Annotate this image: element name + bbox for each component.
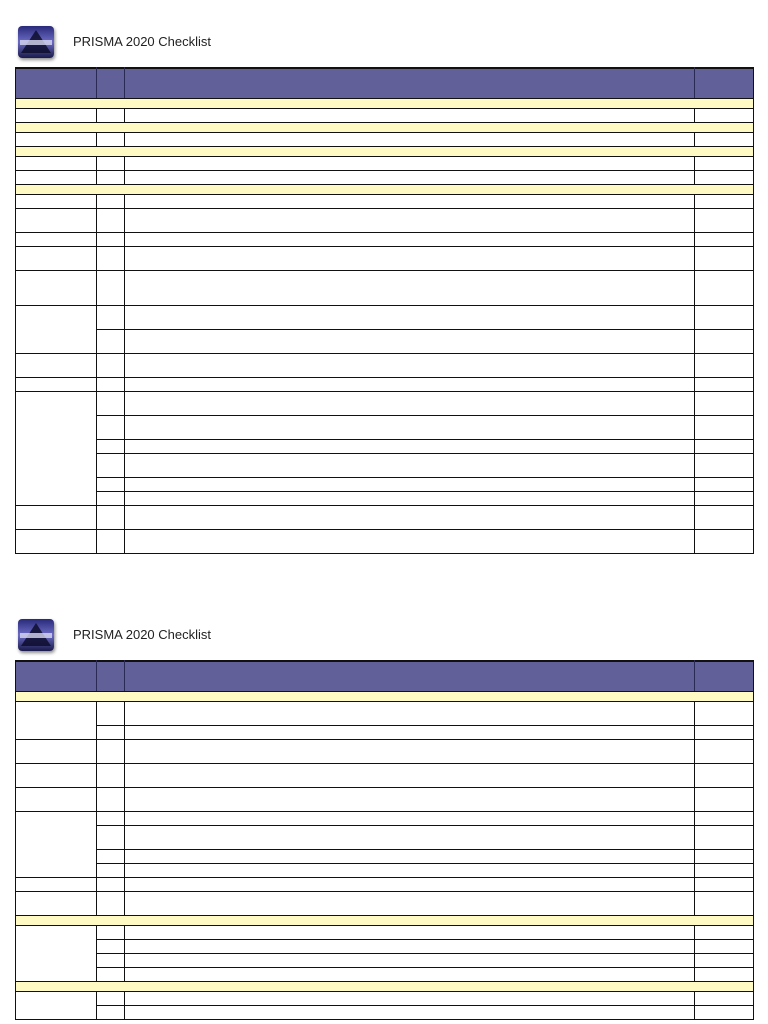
column-rule <box>96 232 97 246</box>
column-rule <box>124 739 125 763</box>
column-rule <box>124 763 125 787</box>
column-rule <box>694 739 695 763</box>
document-title: PRISMA 2020 Checklist <box>73 627 212 642</box>
column-rule <box>124 232 125 246</box>
column-rule <box>96 701 97 725</box>
column-rule <box>96 246 97 270</box>
column-rule <box>124 877 125 891</box>
column-rule <box>124 391 125 415</box>
column-rule <box>694 232 695 246</box>
header-column-rule <box>124 67 125 98</box>
column-rule <box>96 453 97 477</box>
header-column-rule <box>96 660 97 691</box>
column-rule <box>694 246 695 270</box>
column-rule <box>124 453 125 477</box>
column-rule <box>694 1005 695 1019</box>
column-rule <box>96 391 97 415</box>
column-rule <box>124 505 125 529</box>
column-rule <box>694 377 695 391</box>
column-rule <box>694 477 695 491</box>
column-rule <box>96 270 97 305</box>
column-rule <box>124 156 125 170</box>
column-rule <box>96 825 97 849</box>
column-rule <box>694 849 695 863</box>
column-rule <box>96 529 97 553</box>
column-rule <box>694 505 695 529</box>
column-rule <box>96 739 97 763</box>
header-column-rule <box>96 67 97 98</box>
header-column-rule <box>694 660 695 691</box>
document-title: PRISMA 2020 Checklist <box>73 34 212 49</box>
column-rule <box>124 953 125 967</box>
column-rule <box>694 825 695 849</box>
column-rule <box>124 108 125 122</box>
column-rule <box>124 701 125 725</box>
column-rule <box>96 353 97 377</box>
column-rule <box>124 477 125 491</box>
column-rule <box>694 967 695 981</box>
column-rule <box>96 763 97 787</box>
column-rule <box>96 329 97 353</box>
column-rule <box>694 194 695 208</box>
column-rule <box>124 439 125 453</box>
column-rule <box>124 825 125 849</box>
column-rule <box>124 925 125 939</box>
column-rule <box>96 991 97 1005</box>
column-rule <box>96 849 97 863</box>
column-rule <box>124 849 125 863</box>
column-rule <box>124 939 125 953</box>
table-frame <box>15 67 754 553</box>
table-frame <box>15 660 754 1019</box>
column-rule <box>694 132 695 146</box>
column-rule <box>96 377 97 391</box>
column-rule <box>694 415 695 439</box>
column-rule <box>96 156 97 170</box>
column-rule <box>96 108 97 122</box>
column-rule <box>124 377 125 391</box>
column-rule <box>694 156 695 170</box>
column-rule <box>124 529 125 553</box>
column-rule <box>124 863 125 877</box>
column-rule <box>694 529 695 553</box>
column-rule <box>694 811 695 825</box>
column-rule <box>694 305 695 329</box>
column-rule <box>694 863 695 877</box>
row-rule <box>15 553 754 554</box>
column-rule <box>694 270 695 305</box>
column-rule <box>124 246 125 270</box>
column-rule <box>694 329 695 353</box>
column-rule <box>96 939 97 953</box>
column-rule <box>124 787 125 811</box>
column-rule <box>694 891 695 915</box>
column-rule <box>96 505 97 529</box>
column-rule <box>124 353 125 377</box>
column-rule <box>96 439 97 453</box>
column-rule <box>124 194 125 208</box>
column-rule <box>124 305 125 329</box>
column-rule <box>124 891 125 915</box>
column-rule <box>96 194 97 208</box>
column-rule <box>694 353 695 377</box>
column-rule <box>694 491 695 505</box>
column-rule <box>124 415 125 439</box>
prisma-logo-icon <box>18 619 54 651</box>
column-rule <box>694 953 695 967</box>
column-rule <box>694 763 695 787</box>
column-rule <box>124 329 125 353</box>
column-rule <box>96 1005 97 1019</box>
prisma-logo-icon <box>18 26 54 58</box>
column-rule <box>96 925 97 939</box>
column-rule <box>96 305 97 329</box>
column-rule <box>96 811 97 825</box>
column-rule <box>124 270 125 305</box>
column-rule <box>124 491 125 505</box>
row-rule <box>15 1019 754 1020</box>
header-column-rule <box>124 660 125 691</box>
column-rule <box>96 132 97 146</box>
column-rule <box>96 863 97 877</box>
column-rule <box>694 391 695 415</box>
column-rule <box>694 787 695 811</box>
column-rule <box>96 967 97 981</box>
column-rule <box>124 811 125 825</box>
page-header <box>18 619 758 653</box>
column-rule <box>694 877 695 891</box>
column-rule <box>96 877 97 891</box>
column-rule <box>694 453 695 477</box>
column-rule <box>124 208 125 232</box>
column-rule <box>96 787 97 811</box>
column-rule <box>96 477 97 491</box>
header-column-rule <box>694 67 695 98</box>
page-header <box>18 26 758 60</box>
column-rule <box>694 170 695 184</box>
column-rule <box>694 991 695 1005</box>
column-rule <box>124 967 125 981</box>
column-rule <box>124 132 125 146</box>
column-rule <box>124 725 125 739</box>
column-rule <box>96 491 97 505</box>
column-rule <box>124 170 125 184</box>
column-rule <box>96 725 97 739</box>
column-rule <box>694 939 695 953</box>
column-rule <box>124 991 125 1005</box>
column-rule <box>694 439 695 453</box>
column-rule <box>124 1005 125 1019</box>
column-rule <box>96 170 97 184</box>
column-rule <box>694 208 695 232</box>
column-rule <box>96 891 97 915</box>
column-rule <box>96 953 97 967</box>
column-rule <box>694 725 695 739</box>
column-rule <box>694 925 695 939</box>
column-rule <box>694 701 695 725</box>
column-rule <box>96 208 97 232</box>
column-rule <box>694 108 695 122</box>
column-rule <box>96 415 97 439</box>
